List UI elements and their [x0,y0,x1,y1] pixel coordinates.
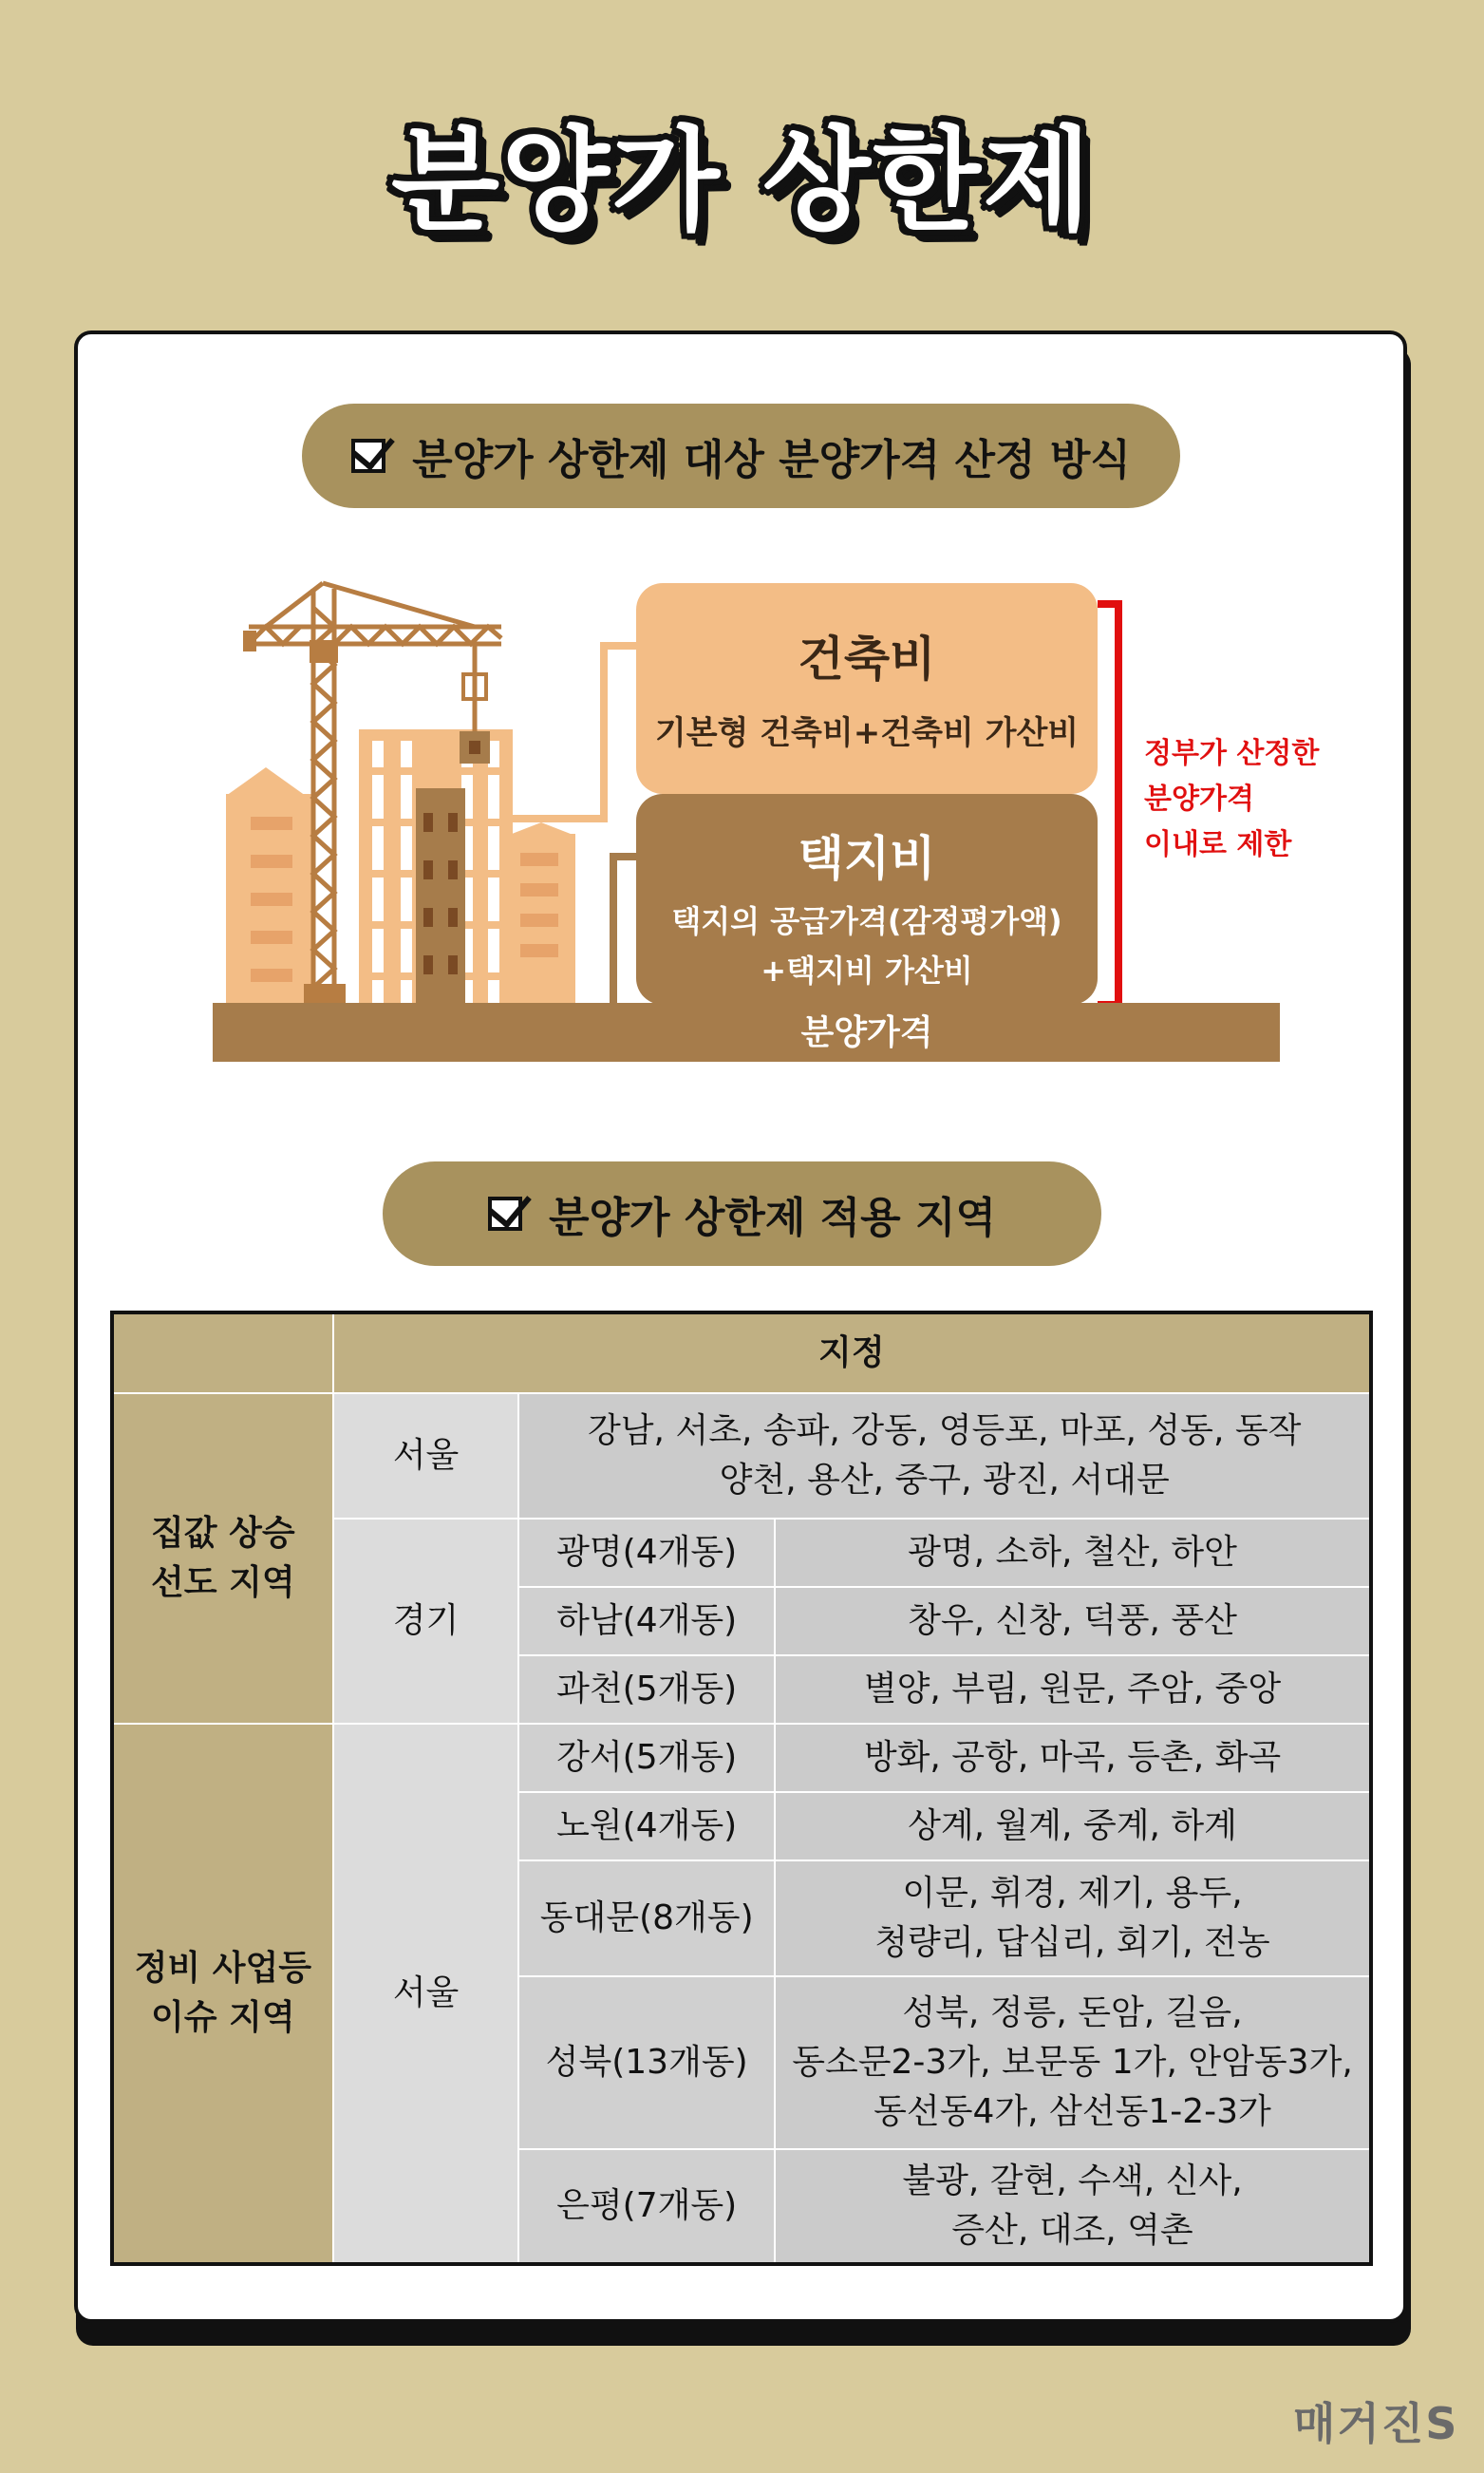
limit-note-line: 이내로 제한 [1144,828,1292,861]
land-cost-desc [636,897,1098,995]
district-cell: 과천(5개동) [518,1655,775,1724]
city-cell: 서울 [333,1393,519,1519]
areas-cell: 광명, 소하, 철산, 하안 [775,1519,1370,1587]
land-cost-desc-line1: 택지의 공급가격(감정평가액) [671,903,1062,939]
category-line: 선도 지역 [151,1563,295,1602]
areas-line: 동선동4가, 삼선동1-2-3가 [873,2092,1271,2131]
section-regions-label: 분양가 상한제 적용 지역 [549,1194,996,1242]
brand-logo: 매거진S [1293,2398,1459,2449]
sale-price-label: 분양가격 [800,1013,933,1052]
district-cell: 은평(7개동) [518,2149,775,2263]
category-line: 이슈 지역 [151,1998,295,2037]
table-header-empty [113,1313,333,1393]
land-cost-desc-line2: +택지비 가산비 [761,953,973,989]
district-cell: 동대문(8개동) [518,1860,775,1976]
construction-cost-box [636,583,1098,794]
land-cost-title: 택지비 [798,831,936,886]
areas-cell: 상계, 월계, 중계, 하계 [775,1792,1370,1860]
areas-line: 동소문2-3가, 보문동 1가, 안암동3가, [792,2043,1353,2082]
page-title: 분양가 상한제 [390,115,1093,246]
table-row [113,1724,1370,1792]
table-row [113,1393,1370,1519]
areas-line: 청량리, 답십리, 회기, 전농 [874,1923,1270,1962]
city-cell: 경기 [333,1519,519,1724]
district-cell: 하남(4개동) [518,1587,775,1655]
checkbox-icon [488,1197,522,1231]
construction-cost-title: 건축비 [798,632,936,687]
regions-table [112,1312,1371,2264]
district-cell: 성북(13개동) [518,1976,775,2149]
areas-cell: 방화, 공항, 마곡, 등촌, 화곡 [775,1724,1370,1792]
limit-note-line: 정부가 산정한 [1144,737,1320,770]
category-cell [113,1393,333,1724]
land-cost-box [636,794,1098,1005]
areas-line: 증산, 대조, 역촌 [951,2211,1193,2250]
limit-note-line: 분양가격 [1144,783,1254,816]
table-header-cell: 지정 [333,1313,1370,1393]
areas-cell [775,1976,1370,2149]
areas-line: 이문, 휘경, 제기, 용두, [902,1874,1243,1913]
areas-line: 양천, 용산, 중구, 광진, 서대문 [719,1461,1170,1500]
construction-cost-desc: 기본형 건축비+건축비 가산비 [654,714,1080,752]
areas-line: 불광, 갈현, 수색, 신사, [902,2162,1243,2200]
category-cell [113,1724,333,2263]
limit-note [1144,731,1319,868]
category-line: 정비 사업등 [134,1949,312,1988]
areas-cell: 별양, 부림, 원문, 주암, 중앙 [775,1655,1370,1724]
district-cell: 강서(5개동) [518,1724,775,1792]
city-cell: 서울 [333,1724,519,2263]
section-regions-header [383,1161,1101,1266]
areas-line: 성북, 정릉, 돈암, 길음, [902,1993,1243,2032]
district-cell: 노원(4개동) [518,1792,775,1860]
category-line: 집값 상승 [151,1514,295,1553]
table-header-row [113,1313,1370,1393]
areas-cell [775,1860,1370,1976]
district-cell: 광명(4개동) [518,1519,775,1587]
areas-cell [518,1393,1370,1519]
section-pricing-label: 분양가 상한제 대상 분양가격 산정 방식 [412,436,1131,484]
areas-cell [775,2149,1370,2263]
areas-cell: 창우, 신창, 덕풍, 풍산 [775,1587,1370,1655]
areas-line: 강남, 서초, 송파, 강동, 영등포, 마포, 성동, 동작 [587,1411,1302,1450]
